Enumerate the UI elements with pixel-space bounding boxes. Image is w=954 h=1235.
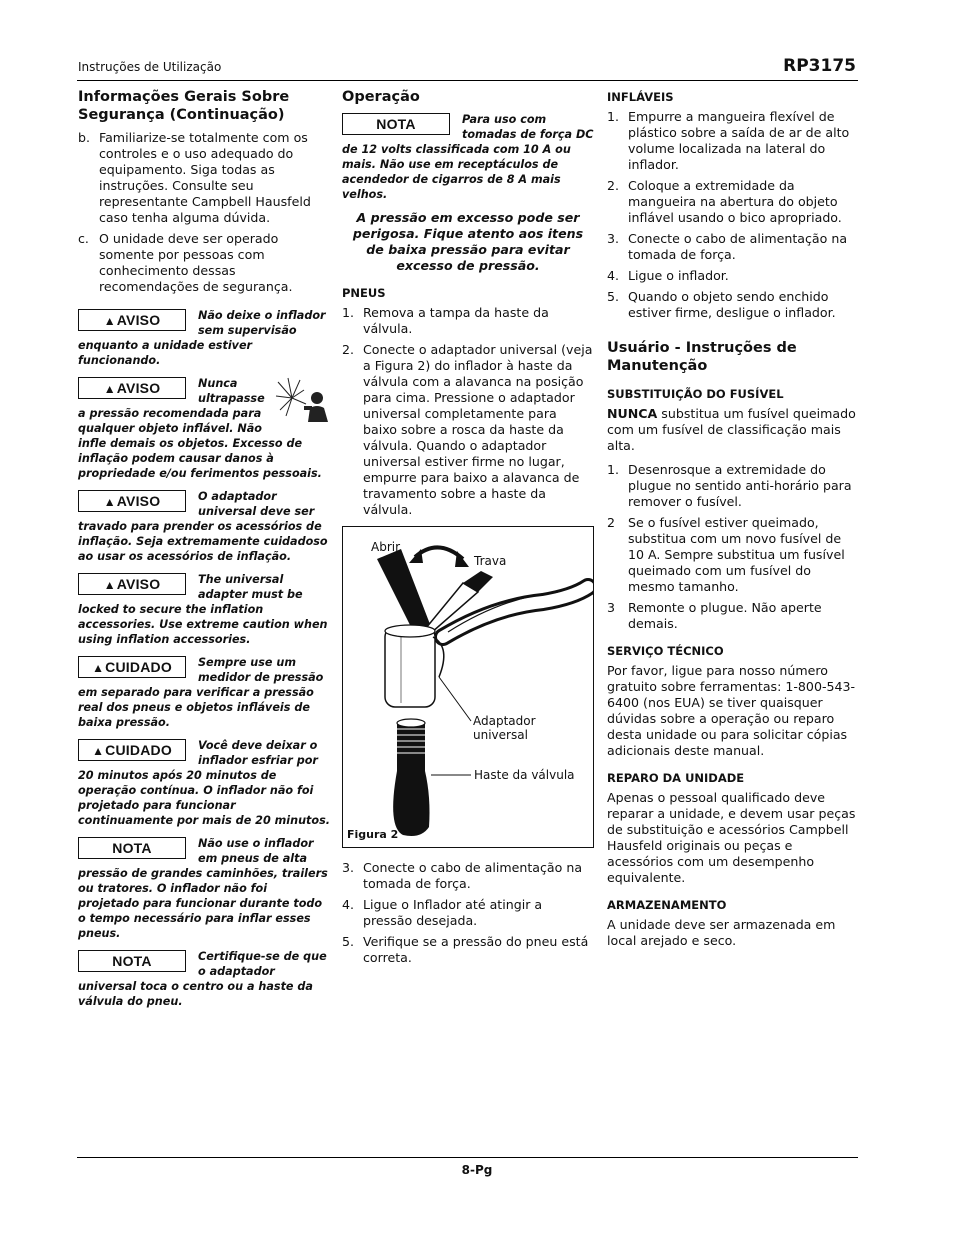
top-rule [77,80,858,81]
header-section: Instruções de Utilização [78,60,222,74]
cuidado-badge [78,656,186,678]
list-item [342,342,594,518]
item-text: Quando o objeto sendo enchido estiver firme, desligue o inflador. [628,289,836,320]
warning-callout [78,376,330,481]
item-num: 2. [607,178,620,193]
inflaveis-steps [607,109,859,321]
inflaveis-heading: INFLÁVEIS [607,90,674,104]
operation-title: Operação [342,89,420,105]
fuse-intro-rest: substitua um fusível queimado com um fusível de classificação mais alta. [607,406,856,453]
callout-text: The universal adapter must be locked to secure the inflation accessories. Use extreme caution when using inflation accessories. [78,573,328,646]
item-num: 5. [342,934,355,949]
label-open: Abrir [371,540,401,554]
item-num: 1. [607,462,620,477]
caution-callout [78,738,330,828]
item-text: Se o fusível estiver queimado, substitua com um novo fusível de 10 A. Sempre substitua um fusível queimado com um fusível do mesmo tamanho. [628,515,845,594]
nota-badge [78,837,186,859]
note-callout [78,836,330,941]
callout-text: Para uso com tomadas de força DC de 12 volts classificada com 10 A ou mais. Não use em receptáculos de acendedor de cigarros de 8 A mais velhos. [342,113,594,201]
adapter-illustration [343,527,593,847]
pressure-warning: A pressão em excesso pode ser perigosa. Fique atento aos itens de baixa pressão para evitar excesso de pressão. [352,210,584,273]
badge-label: NOTA [112,840,152,856]
badge-label: CUIDADO [105,659,172,675]
safety-title: Informações Gerais Sobre Segurança (Continuação) [78,89,290,123]
bottom-rule [77,1157,858,1158]
aviso-badge [78,490,186,512]
badge-label: CUIDADO [105,742,172,758]
item-text: Desenrosque a extremidade do plugue no sentido anti-horário para remover o fusível. [628,462,852,509]
fuse-intro-bold: NUNCA [607,406,658,421]
list-item [342,897,594,929]
cuidado-badge [78,739,186,761]
badge-label: AVISO [116,312,161,328]
item-num: 2. [342,342,355,357]
callout-text: Não use o inflador em pneus de alta pressão de grandes caminhões, trailers ou tratores. O inflador não foi projetado para funcionar durante todo o tempo necessário para inflar esses pneus. [78,837,328,940]
list-item [342,860,594,892]
nota-badge [78,950,186,972]
item-text: Empurre a mangueira flexível de plástico sobre a saída de ar de alto volume localizada na lateral do inflador. [628,109,850,172]
callout-text: Nunca ultrapasse a pressão recomendada para qualquer objeto inflável. Não infle demais os objetos. Excesso de inflação podem causar danos à propriedade e/ou ferimentos pessoais. [78,377,322,480]
callout-text: Você deve deixar o inflador esfriar por 20 minutos após 20 minutos de operação contínua. O inflador não foi projetado para funcionar continuamente por mais de 20 minutos. [78,739,331,827]
fuse-intro [607,406,859,454]
label-adapter: Adaptador universal [473,714,536,742]
item-text: Coloque a extremidade da mangueira na abertura do objeto inflável usando o bico apropriado. [628,178,842,225]
warning-callout [78,489,330,564]
figure-caption: Figura 2 [347,828,399,841]
warning-triangle-icon: ▲ [103,495,116,509]
list-item [78,231,330,295]
item-text: Familiarize-se totalmente com os controles e o uso adequado do equipamento. Siga todas as instruções. Consulte seu representante Campbell Hausfeld caso tenha alguma dúvida. [99,130,311,225]
page-number: 8-Pg [461,1163,493,1177]
safety-list [78,130,330,295]
column-maintenance [607,88,859,957]
list-item [607,268,859,284]
list-item [342,934,594,966]
item-text: Remova a tampa da haste da válvula. [363,305,549,336]
item-num: b. [78,130,90,145]
fuse-steps [607,462,859,632]
item-num: 1. [607,109,620,124]
warning-triangle-icon: ▲ [103,382,116,396]
list-item [607,600,859,632]
item-text: Remonte o plugue. Não aperte demais. [628,600,822,631]
item-num: 1. [342,305,355,320]
warning-triangle-icon: ▲ [92,661,105,675]
fuse-heading: SUBSTITUIÇÃO DO FUSÍVEL [607,387,784,401]
burst-hazard-icon [274,376,330,422]
storage-text: A unidade deve ser armazenada em local arejado e seco. [607,917,836,948]
list-item [607,289,859,321]
repair-text: Apenas o pessoal qualificado deve reparar a unidade, e devem usar peças de substituição e acessórios Campbell Hausfeld originais ou peças e acessórios com um desempenho equivalente. [607,790,856,885]
item-num: 5. [607,289,620,304]
repair-heading: REPARO DA UNIDADE [607,771,745,785]
list-item [607,109,859,173]
item-num: 3. [607,231,620,246]
item-num: 4. [607,268,620,283]
callout-text: O adaptador universal deve ser travado para prender os acessórios de inflação. Seja extremamente cuidadoso ao usar os acessórios de inflação. [78,490,328,563]
label-lock: Trava [474,554,507,568]
item-text: Conecte o cabo de alimentação na tomada de força. [363,860,583,891]
list-item [607,178,859,226]
item-num: 4. [342,897,355,912]
nota-badge [342,113,450,135]
aviso-badge [78,573,186,595]
badge-label: AVISO [116,380,161,396]
pneus-heading: PNEUS [342,286,386,300]
aviso-badge [78,309,186,331]
list-item [78,130,330,226]
item-text: Conecte o adaptador universal (veja a Figura 2) do inflador à haste da válvula com a alavanca na posição para cima. Pressione o adaptador universal completamente para baixo sobre a rosca da haste da válvula. Quando o adaptador universal estiver firme no lugar, empurre para baixo a alavanca de travamento sobre a haste da válvula. [363,342,593,517]
badge-label: NOTA [376,116,416,132]
warning-callout [78,572,330,647]
list-item [342,305,594,337]
warning-callout [78,308,330,368]
aviso-badge [78,377,186,399]
warning-triangle-icon: ▲ [103,578,116,592]
label-stem: Haste da válvula [474,768,575,782]
item-num: 3. [342,860,355,875]
item-text: Ligue o Inflador até atingir a pressão desejada. [363,897,543,928]
figure-2 [342,526,594,848]
service-heading: SERVIÇO TÉCNICO [607,644,724,658]
item-text: Verifique se a pressão do pneu está correta. [363,934,589,965]
item-text: Conecte o cabo de alimentação na tomada de força. [628,231,848,262]
column-operation [342,88,594,971]
badge-label: NOTA [112,953,152,969]
header-model: RP3175 [783,56,856,76]
pneus-steps-continued [342,860,594,966]
callout-text: Sempre use um medidor de pressão em separado para verificar a pressão real dos pneus e objetos infláveis de baixa pressão. [78,656,324,729]
list-item [607,231,859,263]
maintenance-title: Usuário - Instruções de Manutenção [607,340,797,374]
note-callout [78,949,330,1009]
warning-triangle-icon: ▲ [92,744,105,758]
item-text: Ligue o inflador. [628,268,729,283]
storage-heading: ARMAZENAMENTO [607,898,727,912]
callout-text: Não deixe o inflador sem supervisão enquanto a unidade estiver funcionando. [78,309,326,367]
warning-triangle-icon: ▲ [103,314,116,328]
item-num: 2 [607,515,616,530]
pneus-steps [342,305,594,518]
caution-callout [78,655,330,730]
list-item [607,515,859,595]
badge-label: AVISO [116,493,161,509]
item-num: c. [78,231,89,246]
badge-label: AVISO [116,576,161,592]
callout-text: Certifique-se de que o adaptador universal toca o centro ou a haste da válvula do pneu. [78,950,327,1008]
item-text: O unidade deve ser operado somente por pessoas com conhecimento dessas recomendações de segurança. [99,231,293,294]
note-callout [342,112,594,202]
column-safety [78,88,330,1017]
list-item [607,462,859,510]
service-text: Por favor, ligue para nosso número gratuito sobre ferramentas: 1-800-543-6400 (nos EUA) se tiver quaisquer dúvidas sobre a operação ou reparo desta unidade ou para solicitar cópias adicionais deste manual. [607,663,856,758]
item-num: 3 [607,600,616,615]
